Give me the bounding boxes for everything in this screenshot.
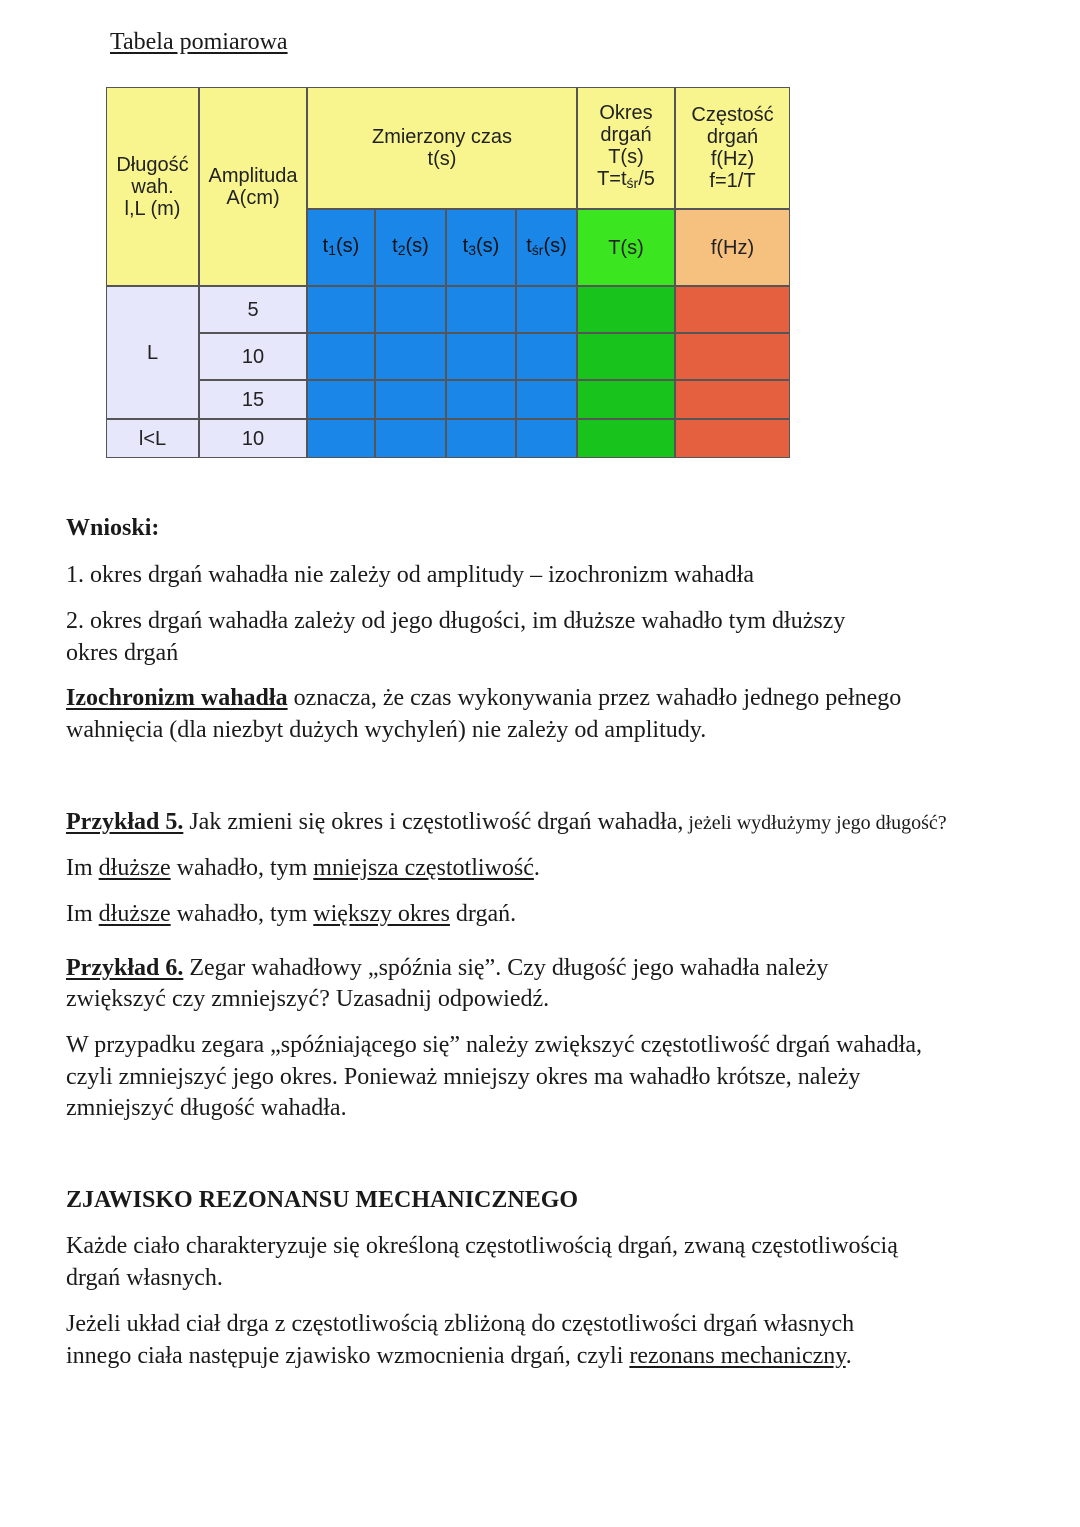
example5-question: Przykład 5. Jak zmieni się okres i częstotliwość drgań wahadła, jeżeli wydłużymy jego długość? — [66, 809, 947, 835]
example5-label: Przykład 5. — [66, 809, 184, 835]
example6-answer-line2: czyli zmniejszyć jego okres. Ponieważ mniejszy okres ma wahadło krótsze, należy — [66, 1064, 861, 1090]
data-cell — [675, 419, 790, 458]
header-amplitude-line2: A(cm) — [226, 186, 280, 209]
example6-label: Przykład 6. — [66, 955, 184, 981]
data-cell — [516, 419, 577, 458]
example6-question-line1: Przykład 6. Zegar wahadłowy „spóźnia się”. Czy długość jego wahadła należy — [66, 955, 829, 981]
subheader-t2: $t_2(s)$ — [375, 209, 446, 286]
resonance-heading: ZJAWISKO REZONANSU MECHANICZNEGO — [66, 1187, 579, 1213]
example6-answer-line3: zmniejszyć długość wahadła. — [66, 1095, 347, 1121]
table-title: Tabela pomiarowa — [110, 29, 288, 55]
header-length — [106, 87, 199, 286]
header-frequency-line2: drgań — [706, 126, 759, 148]
header-length-line3: l,L (m) — [124, 197, 181, 220]
row-label-lL: l<L — [106, 419, 199, 458]
amplitude-cell: 10 — [199, 333, 307, 380]
measurement-table — [106, 87, 790, 458]
resonance-p2-line1: Jeżeli układ ciał drga z częstotliwością zbliżoną do częstotliwości drgań własnych — [66, 1311, 855, 1337]
amplitude-cell: 15 — [199, 380, 307, 419]
example6-question-line2: zwiększyć czy zmniejszyć? Uzasadnij odpowiedź. — [66, 986, 550, 1012]
conclusion-item-2-line1: 2. okres drgań wahadła zależy od jego długości, im dłuższe wahadło tym dłuższy — [66, 608, 846, 634]
example6-answer-line1: W przypadku zegara „spóźniającego się” należy zwiększyć częstotliwość drgań wahadła, — [66, 1032, 923, 1058]
amplitude-cell: 5 — [199, 286, 307, 333]
izochronizm-line2: wahnięcia (dla niezbyt dużych wychyleń) nie zależy od amplitudy. — [66, 717, 707, 743]
header-period-line2: drgań — [600, 124, 652, 146]
data-cell — [516, 333, 577, 380]
data-cell — [375, 380, 446, 419]
example5-answer-1: Im dłuższe wahadło, tym mniejsza częstotliwość. — [66, 855, 540, 881]
conclusion-item-2-line2: okres drgań — [66, 640, 179, 666]
data-cell — [577, 333, 675, 380]
data-cell — [577, 419, 675, 458]
data-cell — [675, 333, 790, 380]
header-frequency — [675, 87, 790, 209]
header-frequency-line1: Częstość — [691, 104, 774, 126]
header-period-line3: T(s) — [608, 146, 644, 168]
conclusions-heading: Wnioski: — [66, 515, 160, 541]
data-cell — [446, 419, 516, 458]
data-cell — [577, 380, 675, 419]
header-period — [577, 87, 675, 209]
data-cell — [675, 286, 790, 333]
resonance-p1-line2: drgań własnych. — [66, 1265, 223, 1291]
data-cell — [446, 333, 516, 380]
header-period-formula: $T=t_{śr}/5$ — [597, 168, 655, 191]
data-cell — [577, 286, 675, 333]
header-frequency-line3: f(Hz) — [710, 148, 755, 170]
izochronizm-term: Izochronizm wahadła — [66, 685, 288, 711]
data-cell — [307, 333, 375, 380]
data-cell — [516, 380, 577, 419]
data-cell — [446, 380, 516, 419]
row-label-L: L — [106, 286, 199, 419]
data-cell — [375, 419, 446, 458]
izochronizm-line1: Izochronizm wahadła oznacza, że czas wykonywania przez wahadło jednego pełnego — [66, 685, 902, 711]
data-cell — [307, 380, 375, 419]
amplitude-cell: 10 — [199, 419, 307, 458]
resonance-p1-line1: Każde ciało charakteryzuje się określoną częstotliwością drgań, zwaną częstotliwością — [66, 1233, 898, 1259]
header-amplitude-line1: Amplituda — [208, 164, 298, 187]
header-length-line1: Długość — [116, 153, 189, 176]
data-cell — [516, 286, 577, 333]
subheader-frequency: f(Hz) — [675, 209, 790, 286]
data-cell — [375, 333, 446, 380]
subheader-t3: $t_3(s)$ — [446, 209, 516, 286]
data-cell — [307, 419, 375, 458]
data-cell — [446, 286, 516, 333]
subheader-tsr: $t_{śr}(s)$ — [516, 209, 577, 286]
resonance-p2-line2: innego ciała następuje zjawisko wzmocnienia drgań, czyli rezonans mechaniczny. — [66, 1343, 852, 1369]
header-time-line2: t(s) — [427, 148, 457, 170]
data-cell — [375, 286, 446, 333]
conclusion-item-1: 1. okres drgań wahadła nie zależy od amplitudy – izochronizm wahadła — [66, 562, 754, 588]
header-frequency-line4: f=1/T — [709, 170, 756, 192]
subheader-period: T(s) — [577, 209, 675, 286]
subheader-t1: $t_1(s)$ — [307, 209, 375, 286]
header-length-line2: wah. — [131, 175, 174, 198]
header-amplitude — [199, 87, 307, 286]
header-period-line1: Okres — [599, 102, 653, 124]
header-time-line1: Zmierzony czas — [371, 126, 513, 148]
data-cell — [307, 286, 375, 333]
data-cell — [675, 380, 790, 419]
example5-answer-2: Im dłuższe wahadło, tym większy okres drgań. — [66, 901, 517, 927]
header-measured-time — [307, 87, 577, 209]
